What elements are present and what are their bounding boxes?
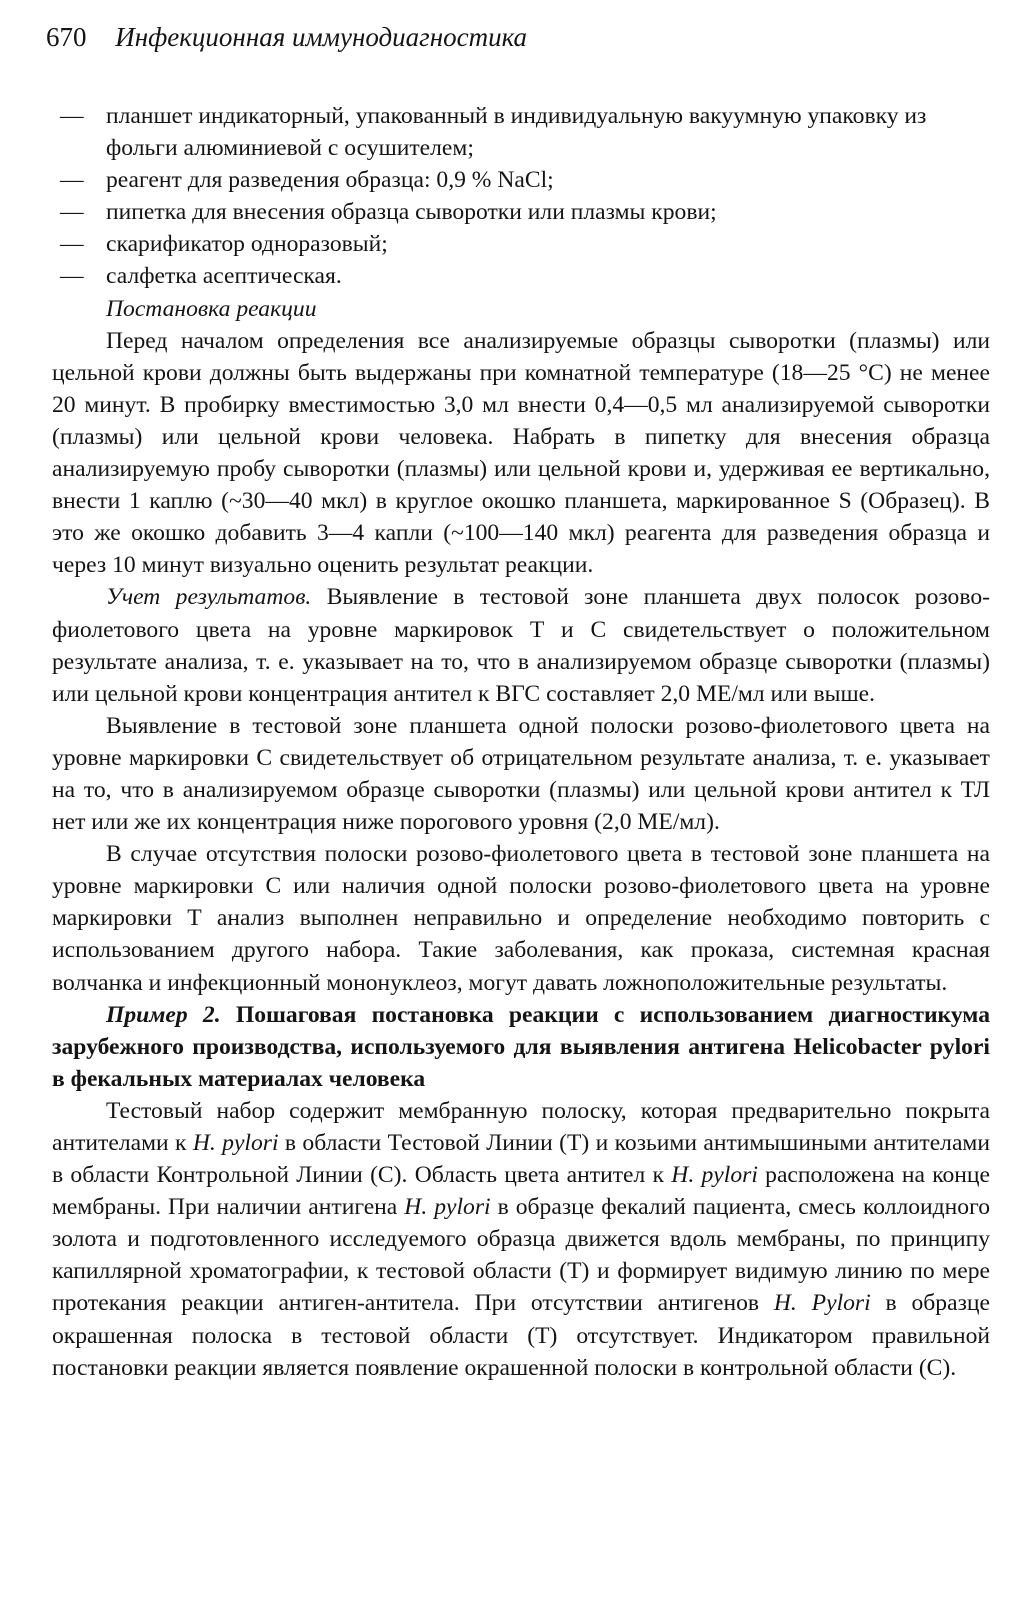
species-name: H. pylori bbox=[671, 1162, 758, 1189]
paragraph-test-kit bbox=[52, 1095, 990, 1384]
dash-bullet: — bbox=[60, 199, 84, 226]
text-run: в образце окрашенная полоска в тестовой области (Т) отсутствует. Индикатором правильной постановки реакции является появление окрашенной полоски в контрольной области (С). bbox=[52, 1290, 990, 1381]
list-item bbox=[52, 164, 990, 196]
species-name: H. Pylori bbox=[773, 1290, 871, 1317]
running-head bbox=[46, 22, 527, 53]
text-run: в образце фекалий пациента, смесь коллоидного золота и подготовленного исследуемого образца движется вдоль мембраны, по принципу капиллярной хроматографии, к тестовой области (Т) и формирует видимую линию по мере протекания реакции антиген-антитела. При отсутствии антигенов bbox=[52, 1194, 990, 1317]
kit-contents-list bbox=[52, 100, 990, 293]
page-number: 670 bbox=[46, 22, 87, 52]
paragraph-results bbox=[52, 581, 990, 709]
list-item-text: салфетка асептическая. bbox=[106, 263, 342, 290]
page-body bbox=[52, 100, 990, 1384]
list-item-text: планшет индикаторный, упакованный в индивидуальную вакуумную упаковку из фольги алюминиевой с осушителем; bbox=[106, 103, 927, 162]
list-item bbox=[52, 100, 990, 164]
list-item-text: реагент для разведения образца: 0,9 % NaCl; bbox=[106, 167, 554, 194]
list-item bbox=[52, 260, 990, 292]
dash-bullet: — bbox=[60, 103, 84, 129]
paragraph-invalid-result: В случае отсутствия полоски розово-фиолетового цвета в тестовой зоне планшета на уровне маркировки С или наличия одной полоски розово-фиолетового цвета на уровне маркировки Т анализ выполнен неправильно и определение необходимо повторить с использованием другого набора. Такие заболевания, как проказа, системная красная волчанка и инфекционный мононуклеоз, могут давать ложноположительные результаты. bbox=[52, 841, 990, 996]
dash-bullet: — bbox=[60, 167, 84, 194]
example-2-label: Пример 2. bbox=[106, 1001, 221, 1028]
dash-bullet: — bbox=[60, 263, 84, 290]
results-text: Выявление в тестовой зоне планшета двух полосок розово-фиолетового цвета на уровне маркировок Т и С свидетельствует о положительном результате анализа, т. е. указывает на то, что в анализируемом образце сыворотки (плазмы) или цельной крови концентрация антител к ВГС составляет 2,0 МЕ/мл или выше. bbox=[52, 584, 990, 707]
results-runin-heading: Учет результатов. bbox=[106, 584, 312, 611]
example-2-title: Пошаговая постановка реакции с использованием диагностикума зарубежного производства, используемого для выявления антигена Helicobacter pylori в фекальных материалах человека bbox=[52, 1001, 991, 1092]
example-2-heading bbox=[52, 999, 990, 1095]
paragraph-negative-result: Выявление в тестовой зоне планшета одной полоски розово-фиолетового цвета на уровне маркировки С свидетельствует об отрицательном результате анализа, т. е. указывает на то, что в анализируемом образце сыворотки (плазмы) или цельной крови антител к ТЛ нет или же их концентрация ниже порогового уровня (2,0 МЕ/мл). bbox=[52, 712, 990, 836]
section-title: Инфекционная иммунодиагностика bbox=[115, 22, 528, 52]
text-run: в области Тестовой Линии (Т) и козьими антимышиными антителами в области Контрольной Линии (С). Область цвета антител к bbox=[52, 1130, 990, 1189]
list-item bbox=[52, 228, 990, 260]
species-name: H. pylori bbox=[404, 1194, 491, 1221]
dash-bullet: — bbox=[60, 231, 84, 258]
list-item-text: пипетка для внесения образца сыворотки или плазмы крови; bbox=[106, 199, 717, 226]
paragraph-procedure: Перед началом определения все анализируемые образцы сыворотки (плазмы) или цельной крови должны быть выдержаны при комнатной температуре (18—25 °С) не менее 20 минут. В пробирку вместимостью 3,0 мл внести 0,4—0,5 мл анализируемой сыворотки (плазмы) или цельной крови человека. Набрать в пипетку для внесения образца анализируемую пробу сыворотки (плазмы) или цельной крови и, удерживая ее вертикально, внести 1 каплю (~30—40 мкл) в круглое окошко планшета, маркированное S (Образец). В это же окошко добавить 3—4 капли (~100—140 мкл) реагента для разведения образца и через 10 минут визуально оценить результат реакции. bbox=[52, 327, 990, 579]
subheading-procedure: Постановка реакции bbox=[106, 295, 317, 322]
text-run: расположена на конце мембраны. При наличии антигена bbox=[52, 1162, 990, 1221]
list-item bbox=[52, 196, 990, 228]
text-run: Тестовый набор содержит мембранную полоску, которая предварительно покрыта антителами к bbox=[52, 1097, 990, 1156]
species-name: H. pylori bbox=[192, 1130, 279, 1156]
list-item-text: скарификатор одноразовый; bbox=[106, 231, 388, 258]
